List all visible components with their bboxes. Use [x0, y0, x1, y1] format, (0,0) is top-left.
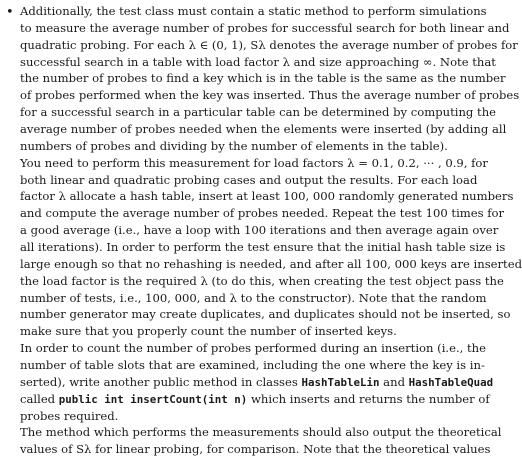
- text-line: The method which performs the measurements should also output the theoretical: [20, 425, 502, 440]
- text-line: for a successful search in a particular table can be determined by computing the: [20, 105, 497, 120]
- text-line: the number of probes to find a key which is in the table is the same as the number: [20, 71, 506, 86]
- text-line: and compute the average number of probes needed. Repeat the test 100 times for: [20, 206, 505, 221]
- code-class-hashtablequad: HashTableQuad: [408, 375, 494, 389]
- text-line: numbers of probes and dividing by the number of elements in the table).: [20, 138, 448, 153]
- code-method-signature: public int insertCount(int n): [58, 392, 248, 406]
- text-line: to measure the average number of probes for successful search for both linear and: [20, 20, 510, 35]
- text-line: large enough so that no rehashing is needed, and after all 100, 000 keys are inserted: [20, 256, 522, 271]
- text-line: In order to count the number of probes performed during an insertion (i.e., the: [20, 341, 486, 356]
- text-run: serted), write another public method in classes: [20, 374, 302, 389]
- code-class-hashtablelin: HashTableLin: [301, 375, 380, 389]
- bullet-marker: •: [6, 5, 14, 20]
- text-line: the load factor is the required λ (to do this, when creating the test object pass the: [20, 273, 504, 288]
- text-line: values of Sλ for linear probing, for comparison. Note that the theoretical values: [20, 442, 491, 457]
- document-body: [20, 3, 522, 458]
- text-run: called: [20, 391, 59, 406]
- text-line-with-code: [20, 374, 494, 391]
- text-line: number of tests, i.e., 100, 000, and λ to the constructor). Note that the random: [20, 290, 487, 305]
- text-line: number generator may create duplicates, and duplicates should not be inserted, so: [20, 307, 511, 322]
- text-run: which inserts and returns the number of: [247, 391, 490, 406]
- text-line: make sure that you properly count the number of inserted keys.: [20, 324, 397, 339]
- text-line: probes required.: [20, 408, 119, 423]
- paragraph-load-factor-measurement: [20, 155, 522, 340]
- text-line: Additionally, the test class must contain a static method to perform simulations: [20, 4, 487, 18]
- text-line: a good average (i.e., have a loop with 100 iterations and then average again over: [20, 223, 499, 238]
- text-run: and: [379, 374, 409, 389]
- text-line: average number of probes needed when the elements were inserted (by adding all: [20, 122, 507, 137]
- text-line-with-code: [20, 391, 490, 408]
- text-line: You need to perform this measurement for load factors λ = 0.1, 0.2, ··· , 0.9, for: [20, 155, 488, 170]
- text-line: quadratic probing. For each λ ∈ (0, 1), Sλ denotes the average number of probes for: [20, 37, 518, 52]
- text-line: number of table slots that are examined, including the one where the key is in-: [20, 358, 485, 373]
- text-line: factor λ allocate a hash table, insert at least 100, 000 randomly generated numbers: [20, 189, 514, 204]
- paragraph-theoretical-values: [20, 424, 502, 458]
- text-line: successful search in a table with load factor λ and size approaching ∞. Note that: [20, 54, 496, 69]
- text-line: both linear and quadratic probing cases and output the results. For each load: [20, 172, 478, 187]
- paragraph-simulation-method: [20, 3, 520, 155]
- text-line: all iterations). In order to perform the test ensure that the initial hash table size is: [20, 240, 506, 255]
- text-line: of probes performed when the key was inserted. Thus the average number of probes: [20, 88, 520, 103]
- paragraph-probe-counting: [20, 340, 494, 424]
